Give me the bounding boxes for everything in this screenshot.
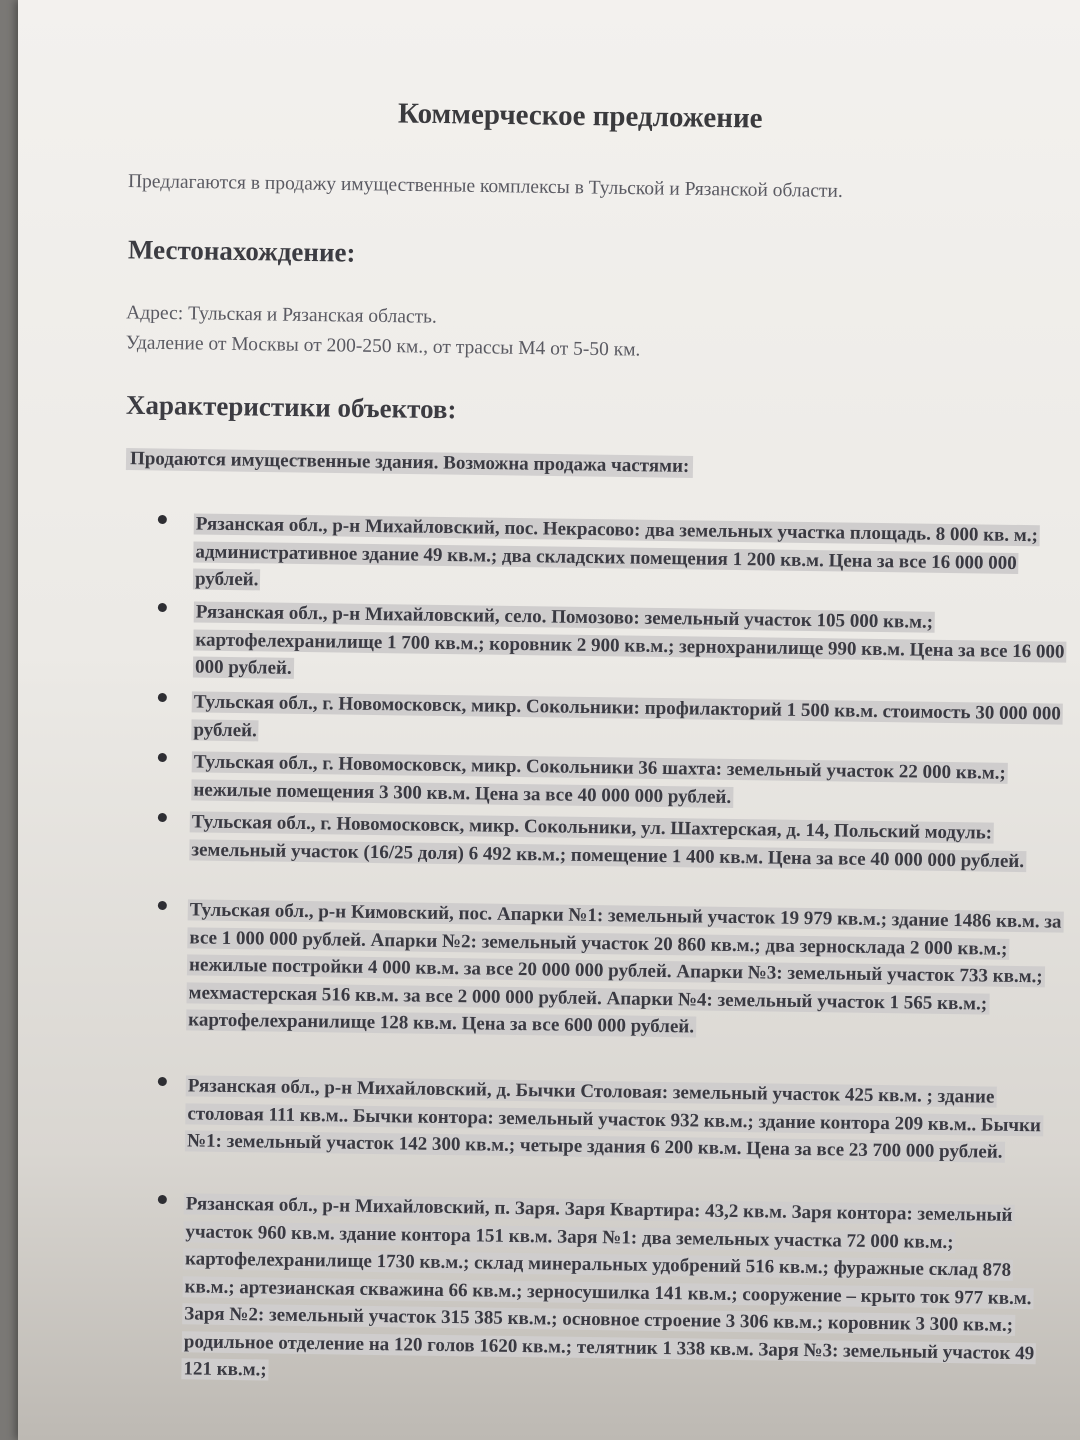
intro-paragraph: Предлагаются в продажу имущественные комплексы в Тульской и Рязанской области. — [127, 171, 843, 202]
listing-item — [18, 1070, 1080, 1163]
listing-text: Тульская обл., г. Новомосковск, микр. Сокольники 36 шахта: земельный участок 22 000 кв.м.; нежилые помещения 3 300 кв.м. Цена за все 40 000 000 рублей. — [193, 751, 1006, 808]
bullet-icon — [158, 693, 167, 702]
address-line: Адрес: Тульская и Рязанская область. — [126, 302, 438, 328]
location-heading: Местонахождение: — [127, 234, 356, 268]
listing-text: Тульская обл., р-н Кимовский, пос. Апарки №1: земельный участок 19 979 кв.м.; здание 1486 кв.м. за все 1 000 000 рублей. Апарки №2: земельный участок 20 860 кв.м.; два зерносклада 2 000 кв.м.; нежилые постройки 4 000 кв.м. за все 20 000 000 рублей. Апарки №3: земельный участок 733 кв.м.; мехмастерская 516 кв.м. за все 2 000 000 рублей. Апарки №4: земельный участок 1 565 кв.м.; картофелехранилище 128 кв.м. Цена за все 600 000 рублей. — [188, 899, 1062, 1038]
bullet-icon — [158, 813, 167, 822]
listing-item — [18, 894, 1080, 1038]
listing-text: Рязанская обл., р-н Михайловский, п. Заря. Заря Квартира: 43,2 кв.м. Заря контора: земельный участок 960 кв.м. здание контора 151 кв.м. Заря №1: два земельных участка 72 000 кв.м.; картофелехранилище 1730 кв.м.; склад минеральных удобрений 516 кв.м.; фуражные склад 878 кв.м.; артезианская скважина 66 кв.м.; зерносушилка 141 кв.м.; сооружение – крыто ток 977 кв.м. Заря №2: земельный участок 315 385 кв.м.; основное строение 3 306 кв.м.; коровник 3 300 кв.м.; родильное отделение на 120 голов 1620 кв.м.; телятник 1 338 кв.м. Заря №3: земельный участок 49 121 кв.м.; — [183, 1193, 1035, 1381]
bullet-icon — [158, 901, 167, 910]
listing-text: Рязанская обл., р-н Михайловский, д. Бычки Столовая: земельный участок 425 кв.м. ; здание столовая 111 кв.м.. Бычки контора: земельный участок 932 кв.м.; здание контора 209 кв.м.. Бычки №1: земельный участок 142 300 кв.м.; четыре здания 6 200 кв.м. Цена за все 23 700 000 рублей. — [186, 1075, 1042, 1163]
distance-line: Удаление от Москвы от 200-250 км., от трассы М4 от 5-50 км. — [125, 332, 641, 361]
page-title: Коммерческое предложение — [397, 97, 763, 135]
bullet-icon — [158, 515, 167, 524]
listing-text: Рязанская обл., р-н Михайловский, село. Помозово: земельный участок 105 000 кв.м.; картофелехранилище 1 700 кв.м.; коровник 2 900 кв.м.; зернохранилище 990 кв.м. Цена за все 16 000 000 рублей. — [194, 601, 1065, 679]
bullet-icon — [158, 753, 167, 762]
bullet-icon — [158, 1195, 167, 1204]
listing-text: Тульская обл., г. Новомосковск, микр. Сокольники, ул. Шахтерская, д. 14, Польский модуль: земельный участок (16/25 доля) 6 492 кв.м.; помещение 1 400 кв.м. Цена за все 40 000 000 рублей. — [191, 811, 1025, 872]
address-block — [126, 298, 641, 365]
features-heading: Характеристики объектов: — [125, 389, 457, 425]
listing-text: Тульская обл., г. Новомосковск, микр. Сокольники: профилакторий 1 500 кв.м. стоимость 30 000 000 рублей. — [193, 691, 1061, 741]
listing-item — [18, 1188, 1080, 1381]
bullet-icon — [158, 603, 167, 612]
bullet-icon — [158, 1077, 167, 1086]
features-subheading: Продаются имущественные здания. Возможна продажа частями: — [126, 448, 694, 478]
listing-text: Рязанская обл., р-н Михайловский, пос. Некрасово: два земельных участка площадь. 8 000 кв. м.; административное здание 49 кв.м.; два складских помещения 1 200 кв.м. Цена за все 16 000 000 рублей. — [194, 513, 1039, 591]
listing-item — [18, 508, 1080, 591]
document-page — [18, 0, 1080, 1440]
